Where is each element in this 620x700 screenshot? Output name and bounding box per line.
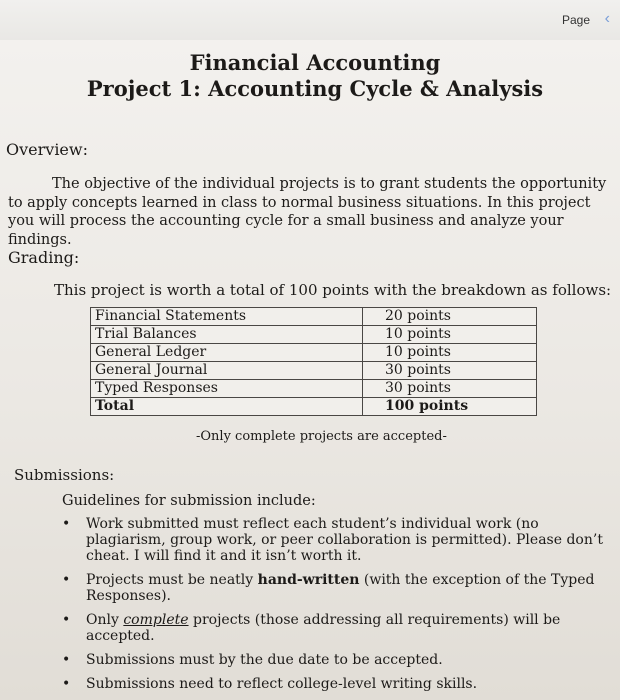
table-row-total: [91, 398, 537, 416]
bullet-icon: •: [62, 516, 71, 532]
document-title: Financial Accounting: [189, 50, 441, 75]
table-cell-points: 10 points: [363, 326, 537, 344]
table-cell-item: General Ledger: [91, 344, 363, 362]
list-item-text: Projects must be neatly: [86, 572, 258, 588]
grading-table: [90, 307, 537, 416]
list-item-text: Work submitted must reflect each student’s individual work (no plagiarism, group work, or peer collaboration is permitted). Please don’t cheat. I will find it and it isn’t worth it.: [86, 516, 603, 564]
bullet-icon: •: [62, 652, 71, 668]
overview-heading: Overview:: [6, 140, 88, 159]
document-subtitle: Project 1: Accounting Cycle & Analysis: [86, 76, 544, 101]
table-cell-points: 10 points: [363, 344, 537, 362]
overview-paragraph: [8, 175, 608, 249]
list-item: [60, 612, 612, 644]
list-item: [60, 516, 612, 564]
grading-heading: Grading:: [8, 248, 80, 267]
table-cell-item: General Journal: [91, 362, 363, 380]
table-row: [91, 344, 537, 362]
guidelines-list: [60, 516, 612, 700]
table-cell-item: Financial Statements: [91, 308, 363, 326]
table-cell-points: 30 points: [363, 380, 537, 398]
list-item-text: (with the exception of the Typed Responses).: [86, 572, 595, 604]
list-item: [60, 652, 612, 668]
viewer-toolbar: [0, 0, 620, 41]
accepted-note: -Only complete projects are accepted-: [196, 429, 447, 444]
chevron-left-icon[interactable]: ‹: [604, 10, 610, 27]
list-item-underlined: complete: [123, 612, 189, 628]
table-cell-points: 30 points: [363, 362, 537, 380]
table-row: [91, 326, 537, 344]
bullet-icon: •: [62, 676, 71, 692]
list-item-text: projects (those addressing all requirements) will be accepted.: [86, 612, 561, 644]
table-cell-points: 100 points: [363, 398, 537, 416]
bullet-icon: •: [62, 612, 71, 628]
list-item-text: Only: [86, 612, 124, 628]
submissions-heading: Submissions:: [14, 466, 115, 484]
table-cell-item: Trial Balances: [91, 326, 363, 344]
list-item: [60, 676, 612, 692]
bullet-icon: •: [62, 572, 71, 588]
table-row: [91, 362, 537, 380]
table-cell-points: 20 points: [363, 308, 537, 326]
table-cell-item: Total: [91, 398, 363, 416]
table-cell-item: Typed Responses: [91, 380, 363, 398]
overview-text: The objective of the individual projects is to grant students the opportunity to apply concepts learned in class to normal business situations. In this project you will process the accounting cycle for a small business and analyze your findings.: [8, 176, 607, 248]
list-item-bold: hand-written: [257, 572, 360, 588]
grading-intro: This project is worth a total of 100 points with the breakdown as follows:: [54, 281, 612, 299]
list-item-text: Submissions need to reflect college-level writing skills.: [86, 676, 478, 692]
list-item: [60, 572, 612, 604]
table-row: [91, 380, 537, 398]
table-row: [91, 308, 537, 326]
page-label: Page: [561, 13, 590, 27]
list-item-text: Submissions must by the due date to be accepted.: [86, 652, 443, 668]
guidelines-intro: Guidelines for submission include:: [62, 493, 316, 509]
